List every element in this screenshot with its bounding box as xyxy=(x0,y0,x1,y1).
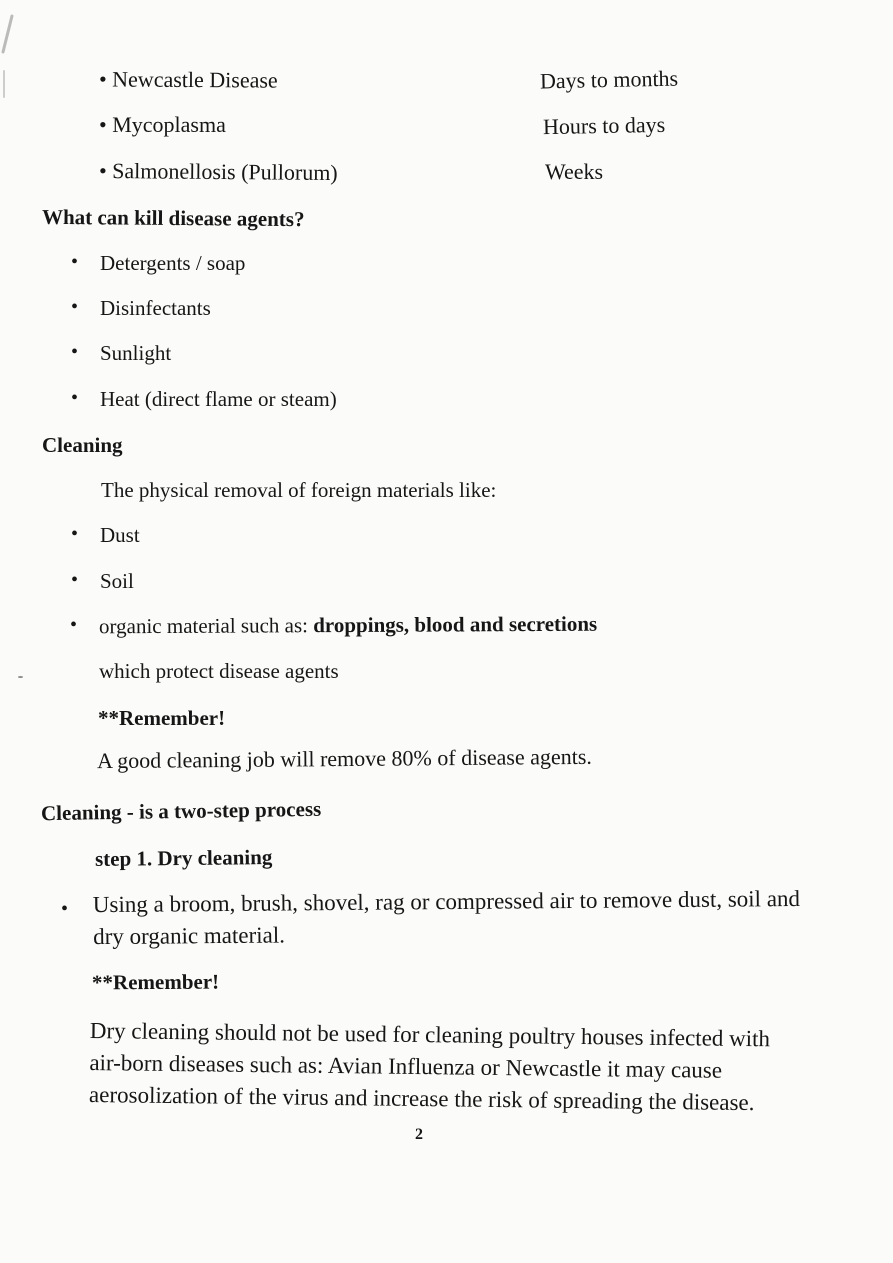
scan-artifact xyxy=(1,14,14,54)
kill-item: Detergents / soap xyxy=(100,251,246,275)
disease-duration: Weeks xyxy=(545,159,604,184)
bullet: • xyxy=(70,614,78,636)
page-number: 2 xyxy=(415,1126,423,1143)
cleaning-item-continuation: which protect disease agents xyxy=(99,659,339,683)
bullet: • xyxy=(71,296,79,318)
kill-item: Sunlight xyxy=(100,341,172,365)
bullet: • xyxy=(71,569,79,591)
disease-duration: Days to months xyxy=(539,65,679,94)
disease-item: • Salmonellosis (Pullorum) xyxy=(98,157,338,186)
cleaning-intro: The physical removal of foreign materials like: xyxy=(101,478,497,502)
two-step-heading: Cleaning - is a two-step process xyxy=(40,796,322,826)
remember-text: A good cleaning job will remove 80% of disease agents. xyxy=(96,743,592,774)
cleaning-heading: Cleaning xyxy=(42,433,123,457)
disease-item: • Newcastle Disease xyxy=(98,66,278,93)
remember-label: **Remember! xyxy=(91,969,220,995)
bullet: • xyxy=(71,251,79,273)
step1-bullet: Using a broom, brush, shovel, rag or compressed air to remove dust, soil and dry organic material. xyxy=(92,885,801,950)
scan-artifact xyxy=(18,676,23,678)
warning-paragraph: Dry cleaning should not be used for cleaning poultry houses infected with air-born diseases such as: Avian Influenza or Newcastle it may cause aerosolization of the virus and increase the risk of spreading the disease. xyxy=(88,1017,771,1116)
bullet: • xyxy=(61,898,69,920)
kill-item: Disinfectants xyxy=(100,296,211,320)
cleaning-item: Soil xyxy=(100,569,134,593)
disease-item: • Mycoplasma xyxy=(99,112,226,137)
step1-title: step 1. Dry cleaning xyxy=(94,845,273,871)
kill-item: Heat (direct flame or steam) xyxy=(100,387,337,411)
cleaning-item: Dust xyxy=(100,523,140,547)
remember-label: **Remember! xyxy=(98,706,226,730)
bullet: • xyxy=(71,523,79,545)
bullet: • xyxy=(71,341,79,363)
cleaning-item-organic: organic material such as: droppings, blood and secretions xyxy=(98,611,598,639)
disease-duration: Hours to days xyxy=(542,111,666,140)
scan-artifact xyxy=(3,70,5,98)
kill-heading: What can kill disease agents? xyxy=(41,204,305,232)
bullet: • xyxy=(71,387,79,409)
